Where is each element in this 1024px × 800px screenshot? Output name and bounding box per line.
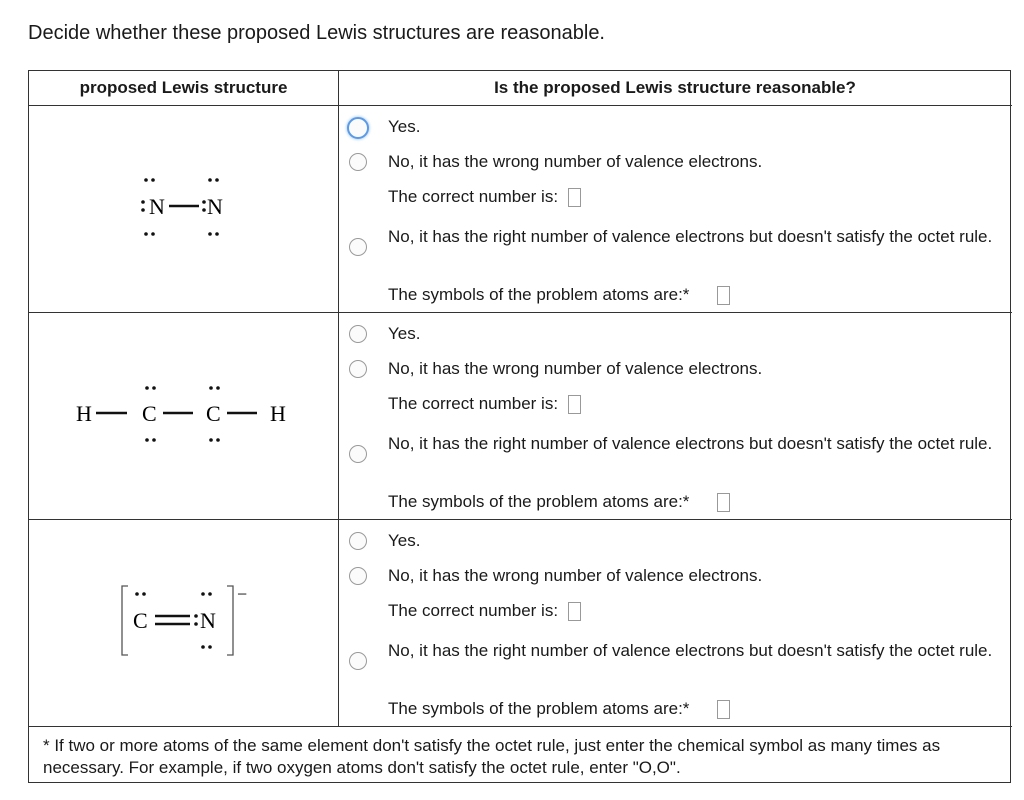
problem-atoms-label: The symbols of the problem atoms are:* bbox=[388, 285, 690, 304]
lewis-structure-h-c-c-h bbox=[29, 313, 338, 519]
correct-number-row bbox=[388, 600, 1003, 621]
problem-atoms-label: The symbols of the problem atoms are:* bbox=[388, 492, 690, 511]
column-divider bbox=[338, 71, 339, 726]
left-bracket bbox=[122, 586, 128, 655]
option-yes-label: Yes. bbox=[388, 531, 421, 550]
radio-octet-3[interactable] bbox=[349, 652, 367, 670]
correct-number-input-1[interactable] bbox=[568, 188, 581, 207]
atom-symbol: N bbox=[200, 608, 216, 633]
radio-octet-1[interactable] bbox=[349, 238, 367, 256]
lewis-table bbox=[28, 70, 1011, 783]
atom-symbol: N bbox=[207, 194, 223, 219]
footnote-divider bbox=[29, 726, 1012, 727]
correct-number-row bbox=[388, 393, 1003, 414]
problem-atoms-input-1[interactable] bbox=[717, 286, 730, 305]
correct-number-row bbox=[388, 186, 1003, 207]
charge-symbol: − bbox=[237, 584, 248, 604]
option-octet-label: No, it has the right number of valence electrons but doesn't satisfy the octet rule. bbox=[388, 227, 993, 246]
structure-2 bbox=[29, 313, 338, 519]
radio-wrong-count-1[interactable] bbox=[349, 153, 367, 171]
option-octet-label: No, it has the right number of valence electrons but doesn't satisfy the octet rule. bbox=[388, 434, 993, 453]
option-octet-label: No, it has the right number of valence electrons but doesn't satisfy the octet rule. bbox=[388, 641, 993, 660]
radio-yes-3[interactable] bbox=[349, 532, 367, 550]
structure-1 bbox=[29, 106, 338, 312]
radio-yes-1[interactable] bbox=[347, 117, 369, 139]
octet-footnote: * If two or more atoms of the same element don't satisfy the octet rule, just enter the chemical symbol as many times as necessary. For example, if two oxygen atoms don't satisfy the octet rule, enter "O,O". bbox=[43, 736, 941, 777]
atom-symbol: C bbox=[142, 401, 157, 426]
atom-symbol: N bbox=[149, 194, 165, 219]
atom-symbol: H bbox=[270, 401, 286, 426]
option-wrong-count-label: No, it has the wrong number of valence electrons. bbox=[388, 152, 763, 171]
atom-symbol: C bbox=[206, 401, 221, 426]
structure-3 bbox=[29, 520, 338, 726]
column-header-reasonable: Is the proposed Lewis structure reasonable? bbox=[494, 78, 856, 97]
lewis-structure-cn-anion bbox=[29, 520, 338, 726]
option-wrong-count-label: No, it has the wrong number of valence electrons. bbox=[388, 566, 763, 585]
correct-number-input-3[interactable] bbox=[568, 602, 581, 621]
problem-atoms-row bbox=[388, 698, 1003, 719]
problem-atoms-row bbox=[388, 491, 1003, 512]
correct-number-label: The correct number is: bbox=[388, 187, 559, 206]
option-wrong-count-label: No, it has the wrong number of valence electrons. bbox=[388, 359, 763, 378]
problem-atoms-label: The symbols of the problem atoms are:* bbox=[388, 699, 690, 718]
correct-number-label: The correct number is: bbox=[388, 394, 559, 413]
radio-yes-2[interactable] bbox=[349, 325, 367, 343]
column-header-structure: proposed Lewis structure bbox=[79, 78, 288, 97]
radio-wrong-count-3[interactable] bbox=[349, 567, 367, 585]
atom-symbol: C bbox=[133, 608, 148, 633]
correct-number-label: The correct number is: bbox=[388, 601, 559, 620]
problem-atoms-input-3[interactable] bbox=[717, 700, 730, 719]
option-yes-label: Yes. bbox=[388, 324, 421, 343]
atom-symbol: H bbox=[76, 401, 92, 426]
correct-number-input-2[interactable] bbox=[568, 395, 581, 414]
right-bracket bbox=[227, 586, 233, 655]
problem-atoms-input-2[interactable] bbox=[717, 493, 730, 512]
option-yes-label: Yes. bbox=[388, 117, 421, 136]
problem-atoms-row bbox=[388, 284, 1003, 305]
question-prompt: Decide whether these proposed Lewis structures are reasonable. bbox=[28, 22, 605, 44]
radio-wrong-count-2[interactable] bbox=[349, 360, 367, 378]
lewis-structure-n-n bbox=[29, 106, 338, 312]
radio-octet-2[interactable] bbox=[349, 445, 367, 463]
